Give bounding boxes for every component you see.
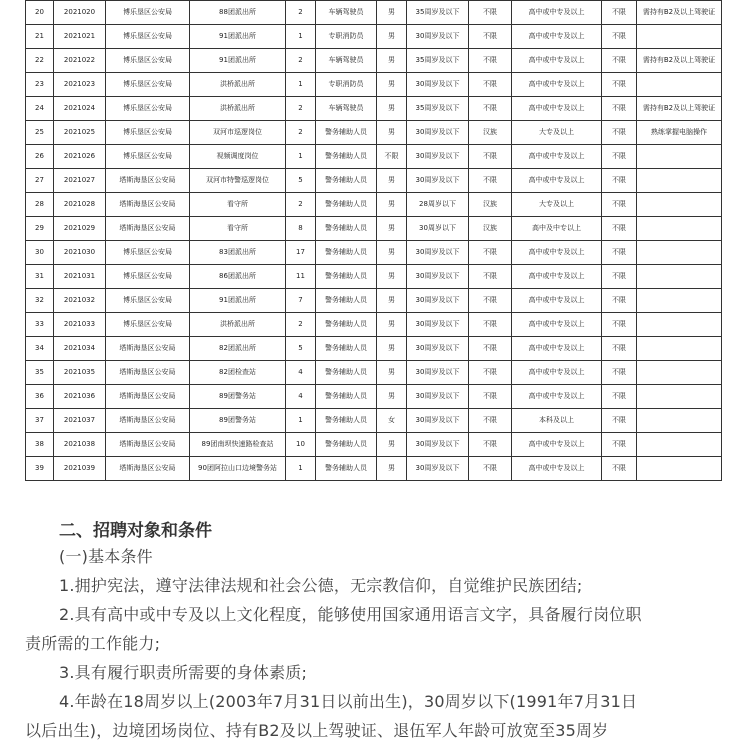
cell-type: 车辆驾驶员 <box>316 1 377 25</box>
cell-gender: 女 <box>377 409 407 433</box>
cell-education: 高中或中专及以上 <box>512 265 602 289</box>
cell-seq: 31 <box>26 265 54 289</box>
condition-2-line-1: 2.具有高中或中专及以上文化程度，能够使用国家通用语言文字，具备履行岗位职 <box>59 605 642 624</box>
cell-gender: 男 <box>377 73 407 97</box>
cell-notes: 需持有B2及以上驾驶证 <box>637 49 722 73</box>
cell-major: 不限 <box>602 25 637 49</box>
cell-code: 2021035 <box>54 361 106 385</box>
cell-unit: 博乐垦区公安局 <box>106 241 190 265</box>
cell-ethnicity: 不限 <box>469 169 512 193</box>
condition-1: 1.拥护宪法，遵守法律法规和社会公德，无宗教信仰，自觉维护民族团结; <box>59 576 583 595</box>
cell-gender: 男 <box>377 289 407 313</box>
cell-notes <box>637 457 722 481</box>
cell-count: 2 <box>286 49 316 73</box>
cell-unit: 博乐垦区公安局 <box>106 1 190 25</box>
cell-gender: 男 <box>377 49 407 73</box>
cell-code: 2021026 <box>54 145 106 169</box>
cell-gender: 男 <box>377 265 407 289</box>
cell-code: 2021037 <box>54 409 106 433</box>
condition-4-line-1: 4.年龄在18周岁以上(2003年7月31日以前出生)，30周岁以下(1991年7月31日 <box>59 692 638 711</box>
cell-post: 88团派出所 <box>190 1 286 25</box>
cell-education: 高中或中专及以上 <box>512 49 602 73</box>
table-row <box>26 313 722 337</box>
cell-major: 不限 <box>602 121 637 145</box>
table-row <box>26 385 722 409</box>
cell-ethnicity: 不限 <box>469 313 512 337</box>
cell-seq: 23 <box>26 73 54 97</box>
cell-age: 30周岁及以下 <box>407 289 469 313</box>
cell-unit: 博乐垦区公安局 <box>106 265 190 289</box>
cell-count: 8 <box>286 217 316 241</box>
cell-gender: 男 <box>377 217 407 241</box>
table-row <box>26 457 722 481</box>
cell-post: 双河市巡逻岗位 <box>190 121 286 145</box>
table-row <box>26 25 722 49</box>
cell-post: 洪桥派出所 <box>190 97 286 121</box>
cell-ethnicity: 汉族 <box>469 193 512 217</box>
table-row <box>26 73 722 97</box>
cell-education: 高中或中专及以上 <box>512 73 602 97</box>
cell-code: 2021020 <box>54 1 106 25</box>
table-row <box>26 193 722 217</box>
cell-post: 89团警务站 <box>190 385 286 409</box>
cell-age: 30周岁及以下 <box>407 337 469 361</box>
cell-notes <box>637 289 722 313</box>
table-row <box>26 289 722 313</box>
cell-notes <box>637 385 722 409</box>
table-row <box>26 265 722 289</box>
cell-seq: 21 <box>26 25 54 49</box>
cell-code: 2021029 <box>54 217 106 241</box>
cell-type: 车辆驾驶员 <box>316 49 377 73</box>
cell-major: 不限 <box>602 265 637 289</box>
cell-age: 30周岁及以下 <box>407 121 469 145</box>
cell-major: 不限 <box>602 385 637 409</box>
cell-count: 1 <box>286 25 316 49</box>
cell-major: 不限 <box>602 145 637 169</box>
cell-unit: 博乐垦区公安局 <box>106 313 190 337</box>
cell-type: 警务辅助人员 <box>316 457 377 481</box>
cell-type: 警务辅助人员 <box>316 385 377 409</box>
cell-education: 高中或中专及以上 <box>512 337 602 361</box>
cell-seq: 39 <box>26 457 54 481</box>
cell-code: 2021036 <box>54 385 106 409</box>
cell-unit: 塔斯海垦区公安局 <box>106 193 190 217</box>
cell-gender: 男 <box>377 193 407 217</box>
cell-major: 不限 <box>602 409 637 433</box>
cell-seq: 34 <box>26 337 54 361</box>
cell-code: 2021028 <box>54 193 106 217</box>
cell-post: 91团派出所 <box>190 289 286 313</box>
cell-post: 86团派出所 <box>190 265 286 289</box>
cell-age: 30周岁及以下 <box>407 361 469 385</box>
cell-type: 专职消防员 <box>316 73 377 97</box>
cell-notes: 熟练掌握电脑操作 <box>637 121 722 145</box>
cell-unit: 塔斯海垦区公安局 <box>106 169 190 193</box>
cell-notes <box>637 169 722 193</box>
table-row <box>26 169 722 193</box>
cell-code: 2021030 <box>54 241 106 265</box>
cell-post: 82团检查站 <box>190 361 286 385</box>
cell-code: 2021025 <box>54 121 106 145</box>
cell-ethnicity: 不限 <box>469 265 512 289</box>
cell-unit: 塔斯海垦区公安局 <box>106 385 190 409</box>
condition-3: 3.具有履行职责所需要的身体素质; <box>59 663 308 682</box>
cell-ethnicity: 不限 <box>469 361 512 385</box>
cell-notes <box>637 433 722 457</box>
cell-education: 高中或中专及以上 <box>512 1 602 25</box>
cell-age: 35周岁及以下 <box>407 1 469 25</box>
cell-post: 83团派出所 <box>190 241 286 265</box>
cell-code: 2021022 <box>54 49 106 73</box>
cell-count: 4 <box>286 385 316 409</box>
cell-type: 警务辅助人员 <box>316 361 377 385</box>
cell-gender: 男 <box>377 385 407 409</box>
cell-code: 2021027 <box>54 169 106 193</box>
cell-notes: 需持有B2及以上驾驶证 <box>637 1 722 25</box>
cell-gender: 男 <box>377 361 407 385</box>
cell-education: 高中或中专及以上 <box>512 457 602 481</box>
cell-code: 2021033 <box>54 313 106 337</box>
cell-age: 35周岁及以下 <box>407 49 469 73</box>
cell-unit: 博乐垦区公安局 <box>106 289 190 313</box>
cell-post: 91团派出所 <box>190 49 286 73</box>
cell-ethnicity: 不限 <box>469 241 512 265</box>
cell-major: 不限 <box>602 217 637 241</box>
cell-major: 不限 <box>602 313 637 337</box>
cell-count: 10 <box>286 433 316 457</box>
cell-gender: 男 <box>377 433 407 457</box>
cell-major: 不限 <box>602 289 637 313</box>
cell-education: 高中或中专及以上 <box>512 169 602 193</box>
table-row <box>26 121 722 145</box>
cell-unit: 塔斯海垦区公安局 <box>106 361 190 385</box>
cell-seq: 37 <box>26 409 54 433</box>
cell-age: 30周岁及以下 <box>407 385 469 409</box>
cell-type: 警务辅助人员 <box>316 169 377 193</box>
cell-ethnicity: 不限 <box>469 97 512 121</box>
cell-seq: 25 <box>26 121 54 145</box>
cell-code: 2021024 <box>54 97 106 121</box>
cell-age: 30周岁以下 <box>407 217 469 241</box>
cell-major: 不限 <box>602 169 637 193</box>
cell-type: 警务辅助人员 <box>316 241 377 265</box>
cell-ethnicity: 不限 <box>469 457 512 481</box>
cell-post: 90团阿拉山口边境警务站 <box>190 457 286 481</box>
cell-seq: 20 <box>26 1 54 25</box>
cell-notes: 需持有B2及以上驾驶证 <box>637 97 722 121</box>
cell-post: 89团南坝快速路检查站 <box>190 433 286 457</box>
cell-code: 2021034 <box>54 337 106 361</box>
cell-ethnicity: 汉族 <box>469 121 512 145</box>
cell-ethnicity: 不限 <box>469 25 512 49</box>
cell-seq: 26 <box>26 145 54 169</box>
cell-seq: 32 <box>26 289 54 313</box>
table-row <box>26 361 722 385</box>
condition-2-line-2: 责所需的工作能力; <box>25 634 161 653</box>
cell-seq: 24 <box>26 97 54 121</box>
cell-major: 不限 <box>602 361 637 385</box>
cell-gender: 男 <box>377 337 407 361</box>
table-row <box>26 241 722 265</box>
cell-education: 高中或中专及以上 <box>512 145 602 169</box>
cell-major: 不限 <box>602 1 637 25</box>
cell-gender: 男 <box>377 121 407 145</box>
cell-education: 高中或中专及以上 <box>512 241 602 265</box>
cell-age: 30周岁及以下 <box>407 265 469 289</box>
cell-post: 双河市特警巡逻岗位 <box>190 169 286 193</box>
cell-major: 不限 <box>602 193 637 217</box>
table-body <box>26 1 722 481</box>
cell-type: 警务辅助人员 <box>316 265 377 289</box>
cell-age: 30周岁及以下 <box>407 241 469 265</box>
cell-notes <box>637 337 722 361</box>
cell-type: 警务辅助人员 <box>316 409 377 433</box>
cell-education: 大专及以上 <box>512 193 602 217</box>
cell-age: 30周岁及以下 <box>407 433 469 457</box>
cell-gender: 男 <box>377 457 407 481</box>
cell-education: 高中或中专及以上 <box>512 385 602 409</box>
cell-major: 不限 <box>602 49 637 73</box>
cell-count: 1 <box>286 145 316 169</box>
table-row <box>26 49 722 73</box>
cell-ethnicity: 不限 <box>469 289 512 313</box>
cell-count: 2 <box>286 313 316 337</box>
cell-type: 警务辅助人员 <box>316 193 377 217</box>
cell-type: 警务辅助人员 <box>316 433 377 457</box>
cell-post: 89团警务站 <box>190 409 286 433</box>
cell-type: 警务辅助人员 <box>316 145 377 169</box>
cell-count: 5 <box>286 337 316 361</box>
cell-count: 2 <box>286 1 316 25</box>
cell-education: 高中或中专及以上 <box>512 97 602 121</box>
cell-notes <box>637 409 722 433</box>
cell-unit: 塔斯海垦区公安局 <box>106 433 190 457</box>
table-row <box>26 1 722 25</box>
cell-code: 2021031 <box>54 265 106 289</box>
cell-post: 91团派出所 <box>190 25 286 49</box>
cell-major: 不限 <box>602 457 637 481</box>
table-row <box>26 145 722 169</box>
cell-count: 5 <box>286 169 316 193</box>
cell-code: 2021021 <box>54 25 106 49</box>
cell-age: 30周岁及以下 <box>407 457 469 481</box>
cell-age: 28周岁以下 <box>407 193 469 217</box>
cell-post: 视频调度岗位 <box>190 145 286 169</box>
cell-unit: 博乐垦区公安局 <box>106 145 190 169</box>
cell-unit: 博乐垦区公安局 <box>106 97 190 121</box>
cell-gender: 不限 <box>377 145 407 169</box>
cell-unit: 博乐垦区公安局 <box>106 25 190 49</box>
cell-seq: 35 <box>26 361 54 385</box>
cell-seq: 36 <box>26 385 54 409</box>
table-row <box>26 433 722 457</box>
cell-notes <box>637 73 722 97</box>
cell-education: 高中及中专以上 <box>512 217 602 241</box>
table-row <box>26 97 722 121</box>
cell-seq: 27 <box>26 169 54 193</box>
cell-seq: 30 <box>26 241 54 265</box>
cell-count: 2 <box>286 193 316 217</box>
cell-notes <box>637 217 722 241</box>
cell-education: 高中或中专及以上 <box>512 313 602 337</box>
cell-code: 2021023 <box>54 73 106 97</box>
cell-count: 2 <box>286 121 316 145</box>
cell-age: 30周岁及以下 <box>407 313 469 337</box>
cell-ethnicity: 不限 <box>469 73 512 97</box>
cell-count: 4 <box>286 361 316 385</box>
cell-post: 看守所 <box>190 193 286 217</box>
cell-ethnicity: 不限 <box>469 49 512 73</box>
cell-ethnicity: 不限 <box>469 385 512 409</box>
cell-education: 本科及以上 <box>512 409 602 433</box>
cell-seq: 33 <box>26 313 54 337</box>
cell-count: 2 <box>286 97 316 121</box>
cell-seq: 38 <box>26 433 54 457</box>
cell-education: 大专及以上 <box>512 121 602 145</box>
table-row <box>26 337 722 361</box>
cell-count: 1 <box>286 73 316 97</box>
cell-gender: 男 <box>377 97 407 121</box>
cell-major: 不限 <box>602 97 637 121</box>
cell-type: 车辆驾驶员 <box>316 97 377 121</box>
positions-table <box>25 0 722 481</box>
cell-unit: 塔斯海垦区公安局 <box>106 409 190 433</box>
cell-gender: 男 <box>377 169 407 193</box>
cell-seq: 28 <box>26 193 54 217</box>
cell-unit: 塔斯海垦区公安局 <box>106 337 190 361</box>
cell-major: 不限 <box>602 433 637 457</box>
cell-type: 警务辅助人员 <box>316 313 377 337</box>
cell-type: 警务辅助人员 <box>316 289 377 313</box>
cell-age: 30周岁及以下 <box>407 145 469 169</box>
cell-age: 30周岁及以下 <box>407 409 469 433</box>
sub-heading: (一)基本条件 <box>59 547 153 566</box>
cell-unit: 博乐垦区公安局 <box>106 121 190 145</box>
cell-count: 11 <box>286 265 316 289</box>
cell-code: 2021032 <box>54 289 106 313</box>
cell-major: 不限 <box>602 337 637 361</box>
cell-code: 2021039 <box>54 457 106 481</box>
table-row <box>26 409 722 433</box>
cell-gender: 男 <box>377 241 407 265</box>
cell-notes <box>637 265 722 289</box>
cell-ethnicity: 不限 <box>469 1 512 25</box>
cell-code: 2021038 <box>54 433 106 457</box>
cell-age: 30周岁及以下 <box>407 73 469 97</box>
cell-education: 高中或中专及以上 <box>512 433 602 457</box>
cell-gender: 男 <box>377 313 407 337</box>
cell-ethnicity: 不限 <box>469 433 512 457</box>
cell-notes <box>637 361 722 385</box>
cell-type: 专职消防员 <box>316 25 377 49</box>
cell-age: 30周岁及以下 <box>407 169 469 193</box>
cell-ethnicity: 汉族 <box>469 217 512 241</box>
cell-gender: 男 <box>377 1 407 25</box>
cell-post: 洪桥派出所 <box>190 73 286 97</box>
condition-4-line-2: 以后出生)，边境团场岗位、持有B2及以上驾驶证、退伍军人年龄可放宽至35周岁 <box>25 721 609 740</box>
cell-notes <box>637 313 722 337</box>
cell-notes <box>637 145 722 169</box>
cell-notes <box>637 241 722 265</box>
cell-count: 1 <box>286 409 316 433</box>
cell-unit: 博乐垦区公安局 <box>106 73 190 97</box>
cell-count: 1 <box>286 457 316 481</box>
cell-seq: 29 <box>26 217 54 241</box>
cell-major: 不限 <box>602 241 637 265</box>
cell-type: 警务辅助人员 <box>316 217 377 241</box>
cell-type: 警务辅助人员 <box>316 337 377 361</box>
cell-post: 洪桥派出所 <box>190 313 286 337</box>
cell-unit: 塔斯海垦区公安局 <box>106 457 190 481</box>
cell-education: 高中或中专及以上 <box>512 25 602 49</box>
cell-count: 7 <box>286 289 316 313</box>
cell-post: 82团派出所 <box>190 337 286 361</box>
cell-gender: 男 <box>377 25 407 49</box>
section-heading: 二、招聘对象和条件 <box>59 521 212 541</box>
cell-seq: 22 <box>26 49 54 73</box>
cell-education: 高中或中专及以上 <box>512 289 602 313</box>
cell-education: 高中或中专及以上 <box>512 361 602 385</box>
cell-age: 30周岁及以下 <box>407 25 469 49</box>
cell-post: 看守所 <box>190 217 286 241</box>
cell-ethnicity: 不限 <box>469 337 512 361</box>
cell-ethnicity: 不限 <box>469 145 512 169</box>
cell-major: 不限 <box>602 73 637 97</box>
cell-notes <box>637 193 722 217</box>
cell-ethnicity: 不限 <box>469 409 512 433</box>
cell-count: 17 <box>286 241 316 265</box>
cell-notes <box>637 25 722 49</box>
cell-unit: 博乐垦区公安局 <box>106 49 190 73</box>
cell-type: 警务辅助人员 <box>316 121 377 145</box>
table-row <box>26 217 722 241</box>
cell-unit: 塔斯海垦区公安局 <box>106 217 190 241</box>
cell-age: 35周岁及以下 <box>407 97 469 121</box>
